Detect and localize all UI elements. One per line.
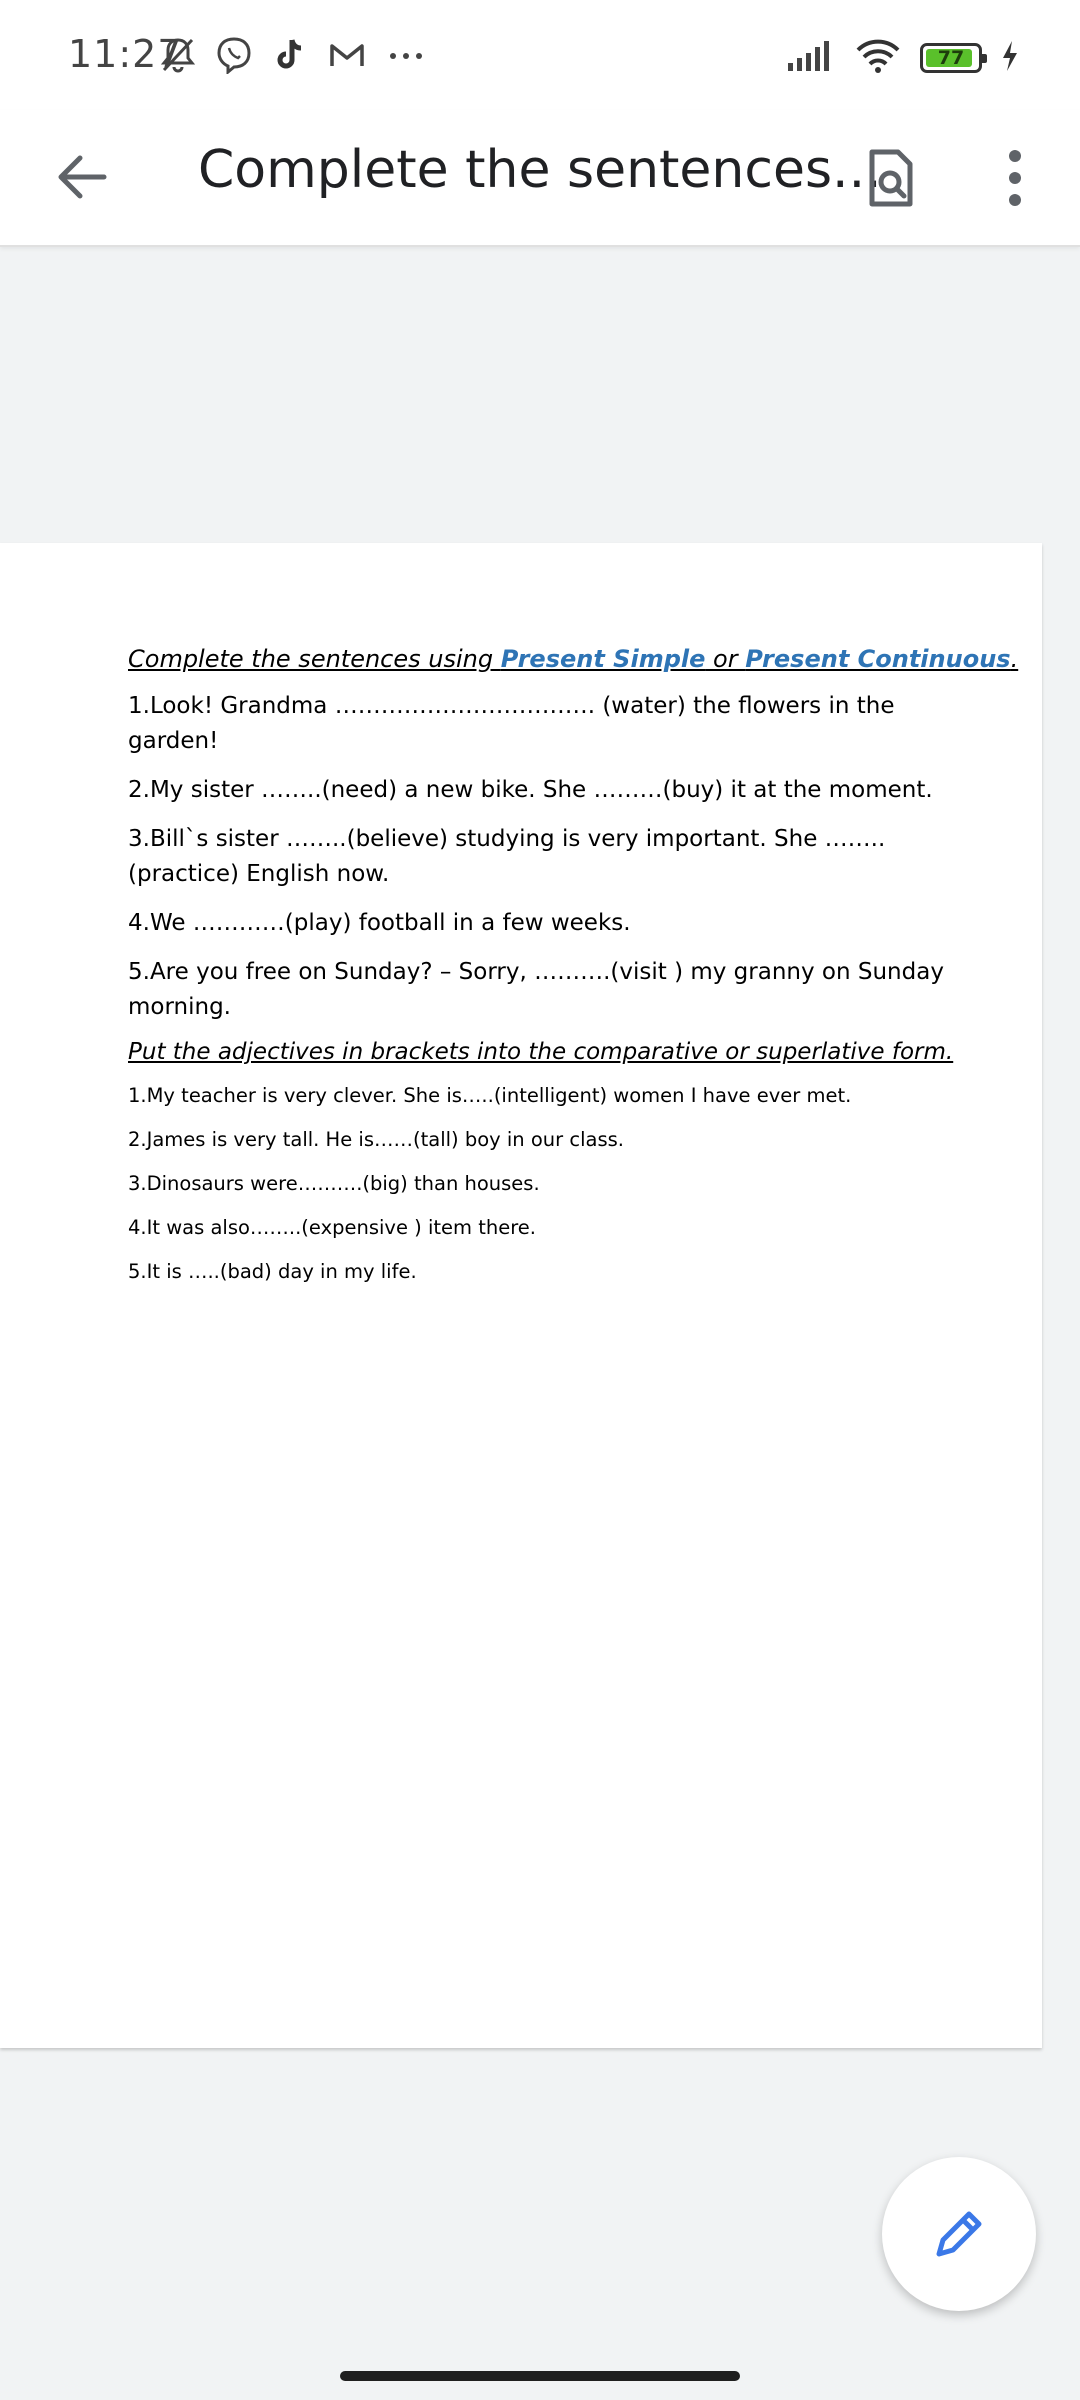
more-options-button[interactable]: [985, 138, 1045, 218]
app-bar: [0, 110, 1080, 247]
exercise-item: 1.Look! Grandma ……………………………. (water) the flowers in the garden!: [128, 693, 895, 754]
document-page[interactable]: [0, 543, 1042, 2048]
exercise-item: 4.We …………(play) football in a few weeks.: [128, 910, 631, 936]
tiktok-icon: [272, 36, 308, 78]
status-bar: [0, 0, 1080, 110]
wifi-icon: [854, 38, 902, 78]
exercise-item: 5.It is …..(bad) day in my life.: [128, 1260, 417, 1283]
heading-section-1: [128, 645, 1019, 673]
edit-fab-button[interactable]: [882, 2157, 1036, 2311]
viber-icon: [216, 36, 252, 78]
pencil-edit-icon: [929, 2204, 989, 2264]
exercise-item: 3.Dinosaurs were……….(big) than houses.: [128, 1172, 540, 1195]
arrow-back-icon: [48, 142, 118, 212]
document-search-icon: [850, 138, 930, 218]
heading-suffix: .: [1010, 645, 1019, 673]
exercise-item: 5.Are you free on Sunday? – Sorry, ……….(visit ) my granny on Sunday morning.: [128, 959, 944, 1020]
battery-icon: [920, 43, 982, 73]
heading-prefix: Complete the sentences using: [128, 645, 501, 673]
heading-middle: or: [705, 645, 746, 673]
battery-tip: [982, 54, 987, 63]
gmail-icon: [328, 36, 366, 78]
exercise-item: 4.It was also……..(expensive ) item there.: [128, 1216, 537, 1239]
document-content: [128, 645, 1019, 1301]
document-title: Complete the sentences...: [198, 140, 882, 200]
heading-term-present-simple: Present Simple: [500, 645, 706, 673]
battery-level: 77: [937, 47, 965, 69]
signal-icon: [786, 39, 836, 77]
back-button[interactable]: [48, 142, 118, 212]
status-time: 11:27: [68, 32, 183, 76]
heading-term-present-continuous: Present Continuous: [745, 645, 1011, 673]
document-preview-button[interactable]: [850, 138, 930, 218]
charging-icon: [1000, 39, 1020, 77]
more-dots-icon: [386, 36, 426, 78]
exercise-item: 1.My teacher is very clever. She is…..(intelligent) women I have ever met.: [128, 1084, 852, 1107]
exercise-item: 2.James is very tall. He is……(tall) boy in our class.: [128, 1128, 624, 1151]
more-vert-icon: [985, 138, 1045, 218]
bell-off-icon: [160, 36, 196, 78]
notification-icons: [160, 36, 426, 78]
home-indicator[interactable]: [340, 2371, 740, 2381]
system-icons: [786, 38, 1020, 78]
heading-section-2: Put the adjectives in brackets into the comparative or superlative form.: [128, 1039, 954, 1065]
exercise-item: 3.Bill`s sister ……..(believe) studying is very important. She ……..(practice) English now.: [128, 826, 886, 887]
exercise-item: 2.My sister ……..(need) a new bike. She ………(buy) it at the moment.: [128, 777, 933, 803]
